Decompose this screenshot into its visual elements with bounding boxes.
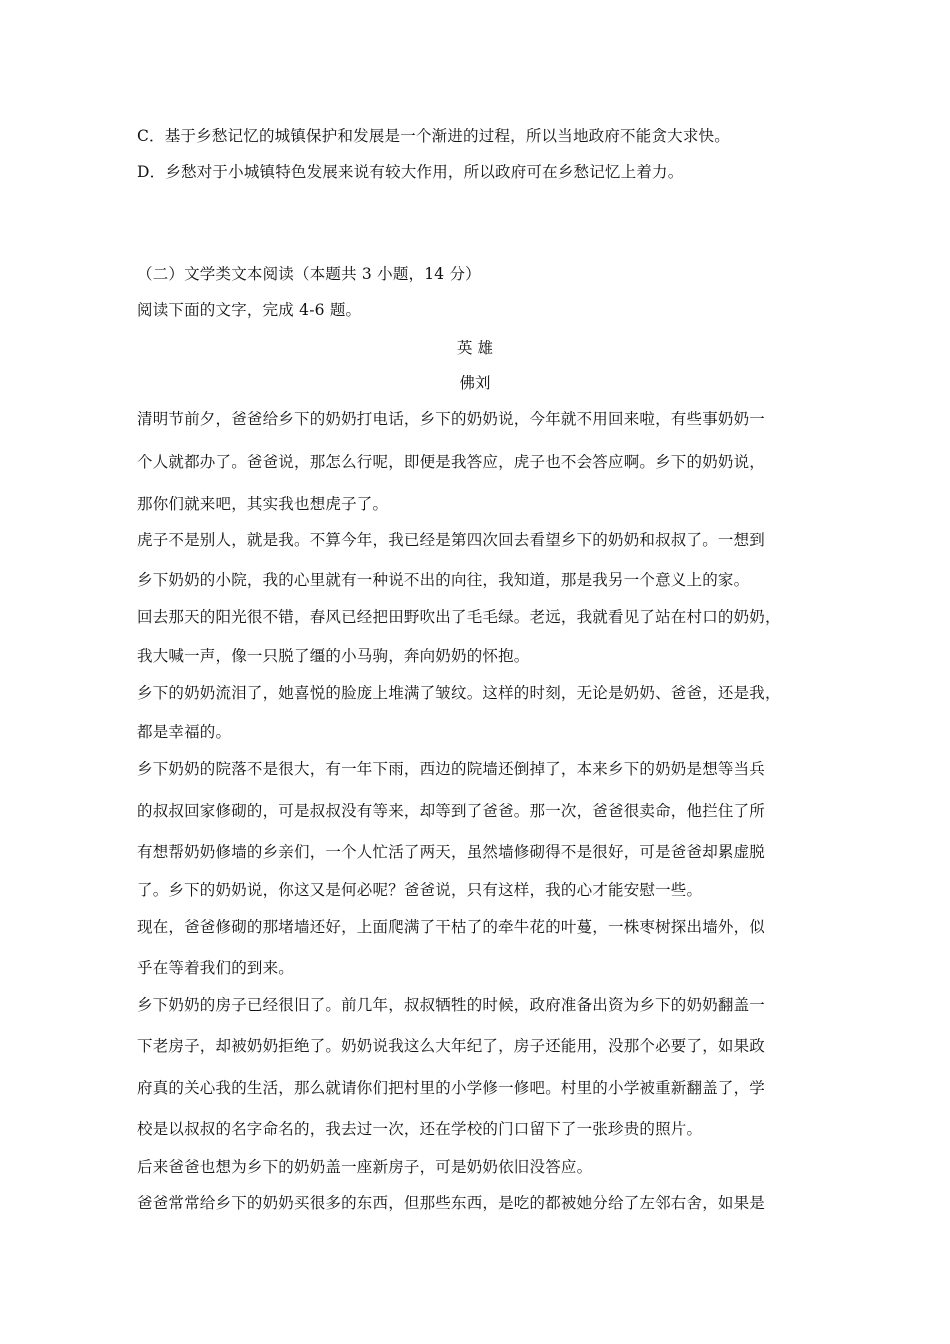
story-line: 清明节前夕，爸爸给乡下的奶奶打电话，乡下的奶奶说，今年就不用回来啦，有些事奶奶一 [137, 410, 766, 428]
story-line: 虎子不是别人，就是我。不算今年，我已经是第四次回去看望乡下的奶奶和叔叔了。一想到 [137, 531, 766, 549]
story-line: 那你们就来吧，其实我也想虎子了。 [137, 495, 389, 513]
section-instruction: 阅读下面的文字，完成 4-6 题。 [137, 301, 362, 319]
story-line: 下老房子，却被奶奶拒绝了。奶奶说我这么大年纪了，房子还能用，没那个必要了，如果政 [137, 1037, 766, 1055]
story-title: 英 雄 [457, 339, 493, 357]
section-heading: （二）文学类文本阅读（本题共 3 小题，14 分） [137, 265, 481, 283]
story-line: 乡下奶奶的小院，我的心里就有一种说不出的向往，我知道，那是我另一个意义上的家。 [137, 571, 750, 589]
story-line: 我大喊一声，像一只脱了缰的小马驹，奔向奶奶的怀抱。 [137, 647, 530, 665]
story-line: 乡下的奶奶流泪了，她喜悦的脸庞上堆满了皱纹。这样的时刻，无论是奶奶、爸爸，还是我， [137, 684, 781, 702]
story-line: 乡下奶奶的院落不是很大，有一年下雨，西边的院墙还倒掉了，本来乡下的奶奶是想等当兵 [137, 760, 766, 778]
story-line: 了。乡下的奶奶说，你这又是何必呢？爸爸说，只有这样，我的心才能安慰一些。 [137, 881, 703, 899]
story-line: 校是以叔叔的名字命名的，我去过一次，还在学校的门口留下了一张珍贵的照片。 [137, 1120, 703, 1138]
option-c: C．基于乡愁记忆的城镇保护和发展是一个渐进的过程，所以当地政府不能贪大求快。 [137, 127, 730, 145]
story-line: 府真的关心我的生活，那么就请你们把村里的小学修一修吧。村里的小学被重新翻盖了，学 [137, 1079, 766, 1097]
story-line: 回去那天的阳光很不错，春风已经把田野吹出了毛毛绿。老远，我就看见了站在村口的奶奶， [137, 608, 781, 626]
story-line: 乡下奶奶的房子已经很旧了。前几年，叔叔牺牲的时候，政府准备出资为乡下的奶奶翻盖一 [137, 996, 766, 1014]
story-line: 现在，爸爸修砌的那堵墙还好，上面爬满了干枯了的牵牛花的叶蔓，一株枣树探出墙外，似 [137, 918, 766, 936]
story-author: 佛刘 [459, 374, 491, 392]
story-line: 的叔叔回家修砌的，可是叔叔没有等来，却等到了爸爸。那一次，爸爸很卖命，他拦住了所 [137, 802, 766, 820]
story-line: 都是幸福的。 [137, 723, 232, 741]
option-d: D．乡愁对于小城镇特色发展来说有较大作用，所以政府可在乡愁记忆上着力。 [137, 163, 684, 181]
story-line: 爸爸常常给乡下的奶奶买很多的东西，但那些东西，是吃的都被她分给了左邻右舍，如果是 [137, 1194, 766, 1212]
story-line: 乎在等着我们的到来。 [137, 959, 295, 977]
story-line: 个人就都办了。爸爸说，那怎么行呢，即便是我答应，虎子也不会答应啊。乡下的奶奶说， [137, 453, 766, 471]
story-line: 后来爸爸也想为乡下的奶奶盖一座新房子，可是奶奶依旧没答应。 [137, 1158, 593, 1176]
story-line: 有想帮奶奶修墙的乡亲们，一个人忙活了两天，虽然墙修砌得不是很好，可是爸爸却累虚脱 [137, 843, 766, 861]
